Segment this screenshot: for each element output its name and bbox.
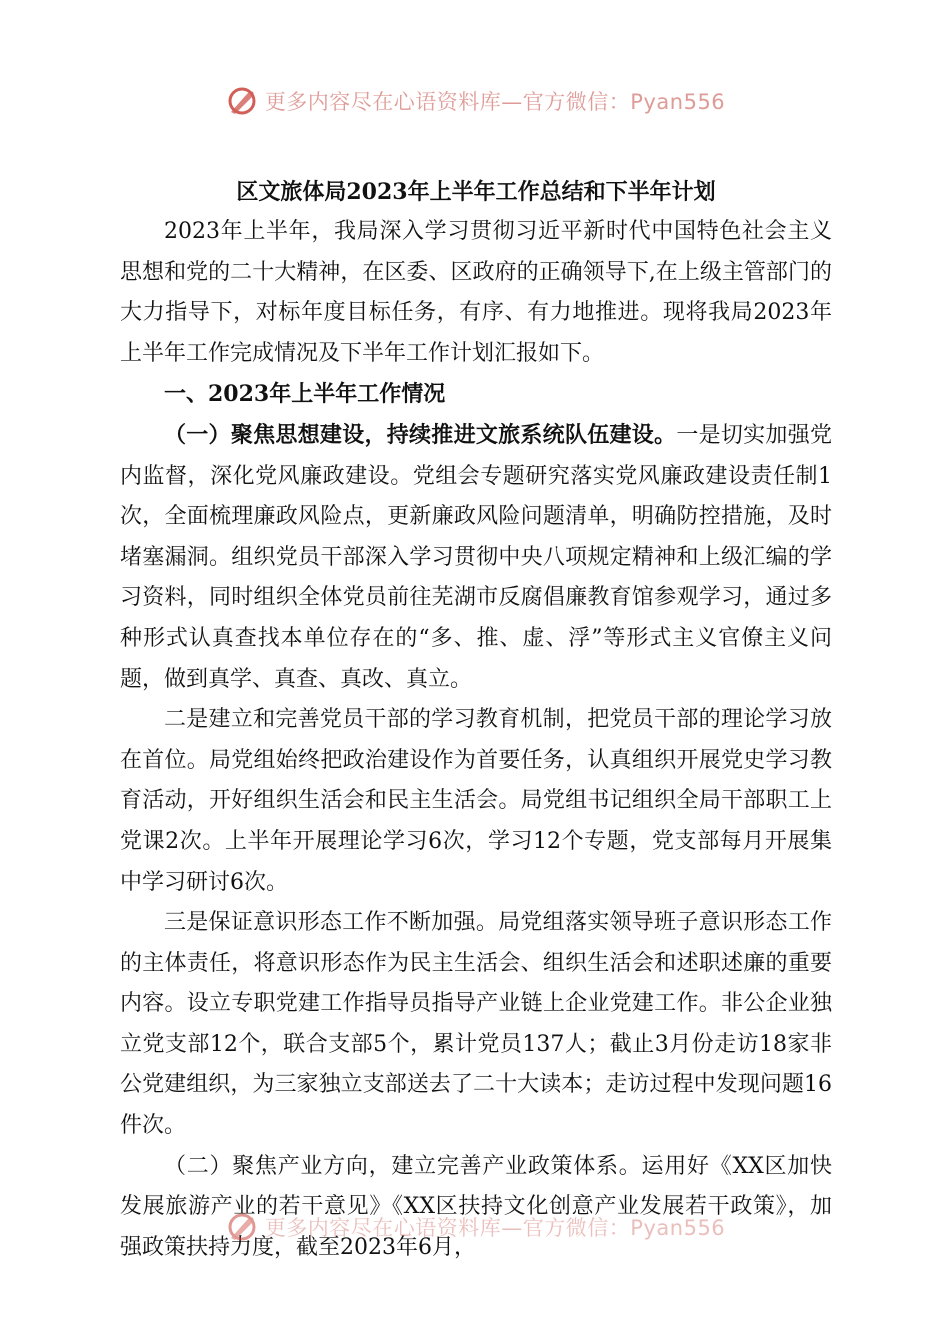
- watermark-footer: [0, 1210, 950, 1244]
- subsection-1-paragraph: [120, 415, 832, 700]
- paragraph-4: （二）聚焦产业方向，建立完善产业政策体系。运用好《XX区加快发展旅游产业的若干意见》《XX区扶持文化创意产业发展若干政策》，加强政策扶持力度，截至2023年6月，: [120, 1153, 832, 1260]
- paragraph-3: 三是保证意识形态工作不断加强。局党组落实领导班子意识形态工作的主体责任，将意识形态作为民主生活会、组织生活会和述职述廉的重要内容。设立专职党建工作指导员指导产业链上企业党建工作。非公企业独立党支部12个，联合支部5个，累计党员137人；截止3月份走访18家非公党建组织，为三家独立支部送去了二十大读本；走访过程中发现问题16件次。: [120, 910, 832, 1139]
- watermark-text: 更多内容尽在心语资料库—官方微信：Pyan556: [264, 90, 726, 114]
- intro-paragraph: 2023年上半年，我局深入学习贯彻习近平新时代中国特色社会主义思想和党的二十大精神，在区委、区政府的正确领导下,在上级主管部门的大力指导下，对标年度目标任务，有序、有力地推进。现将我局2023年上半年工作完成情况及下半年工作计划汇报如下。: [120, 219, 832, 366]
- document-body: [120, 172, 832, 1268]
- brush-logo-icon: [225, 84, 259, 118]
- subsection-1-heading: （一）聚焦思想建设，持续推进文旅系统队伍建设。: [164, 421, 677, 448]
- watermark-header: [0, 84, 950, 118]
- watermark-text: 更多内容尽在心语资料库—官方微信：Pyan556: [264, 1216, 726, 1240]
- subsection-1-body: 一是切实加强党内监督，深化党风廉政建设。党组会专题研究落实党风廉政建设责任制1次，全面梳理廉政风险点，更新廉政风险问题清单，明确防控措施，及时堵塞漏洞。组织党员干部深入学习贯彻中央八项规定精神和上级汇编的学习资料，同时组织全体党员前往芜湖市反腐倡廉教育馆参观学习，通过多种形式认真查找本单位存在的“多、推、虚、浮”等形式主义官僚主义问题，做到真学、真查、真改、真立。: [120, 422, 832, 692]
- brush-logo-icon: [225, 1210, 259, 1244]
- document-title: 区文旅体局2023年上半年工作总结和下半年计划: [236, 179, 716, 205]
- section-heading-1: 一、2023年上半年工作情况: [164, 381, 446, 408]
- paragraph-2: 二是建立和完善党员干部的学习教育机制，把党员干部的理论学习放在首位。局党组始终把政治建设作为首要任务，认真组织开展党史学习教育活动，开好组织生活会和民主生活会。局党组书记组织全局干部职工上党课2次。上半年开展理论学习6次，学习12个专题，党支部每月开展集中学习研讨6次。: [120, 707, 832, 895]
